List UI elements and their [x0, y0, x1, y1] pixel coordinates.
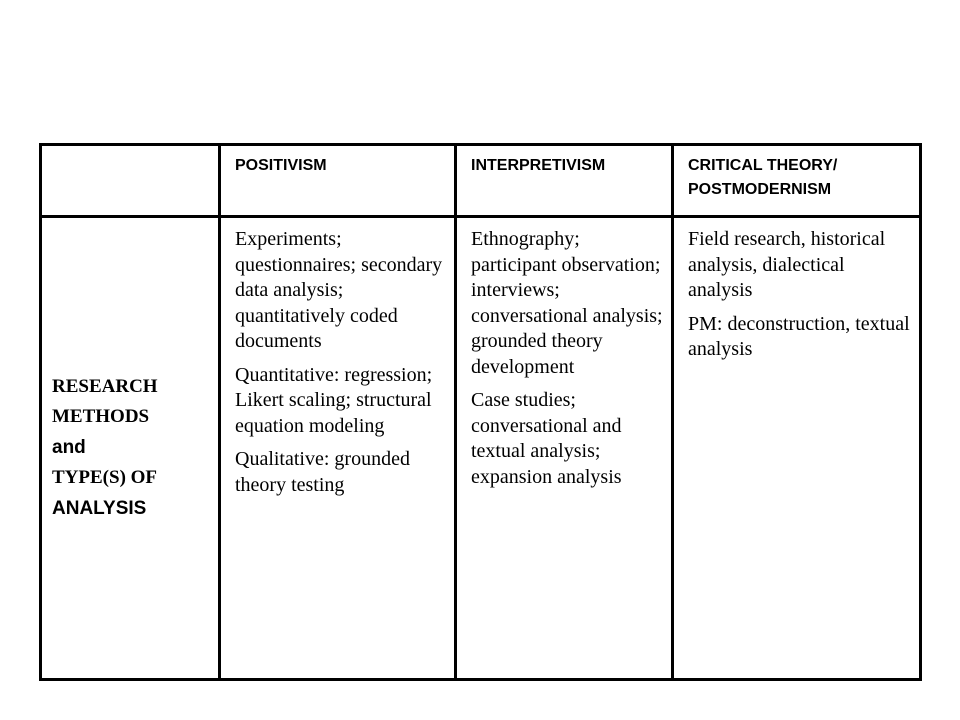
positivism-paragraph: Qualitative: grounded theory testing: [235, 448, 410, 496]
header-critical-theory: CRITICAL THEORY/ POSTMODERNISM: [673, 145, 921, 217]
critical-theory-methods-cell: [673, 217, 921, 680]
row-label-line: ANALYSIS: [52, 497, 147, 519]
row-label-line: TYPE(S) OF: [52, 467, 158, 489]
header-positivism: POSITIVISM: [220, 145, 456, 217]
positivism-methods-cell: [220, 217, 456, 680]
critical-theory-paragraph: Field research, historical analysis, dialectical analysis: [688, 228, 886, 301]
research-methods-row: [41, 217, 921, 680]
positivism-paragraph: Experiments; questionnaires; secondary data analysis; quantitatively coded documents: [235, 228, 443, 352]
header-row: [41, 145, 921, 217]
critical-theory-paragraph: PM: deconstruction, textual analysis: [688, 312, 910, 360]
interpretivism-paragraph: Ethnography; participant observation; interviews; conversational analysis; grounded theory development: [471, 228, 663, 378]
row-label-line: and: [52, 436, 86, 458]
row-label-line: RESEARCH: [52, 375, 158, 397]
header-interpretivism: INTERPRETIVISM: [456, 145, 673, 217]
interpretivism-paragraph: Case studies; conversational and textual analysis; expansion analysis: [471, 389, 622, 488]
row-label-cell: [41, 217, 220, 680]
row-label: [52, 372, 212, 525]
research-methods-table: [39, 143, 922, 681]
positivism-paragraph: Quantitative: regression; Likert scaling; structural equation modeling: [235, 363, 433, 437]
interpretivism-methods-cell: [456, 217, 673, 680]
row-label-line: METHODS: [52, 406, 150, 428]
header-empty-cell: [41, 145, 220, 217]
